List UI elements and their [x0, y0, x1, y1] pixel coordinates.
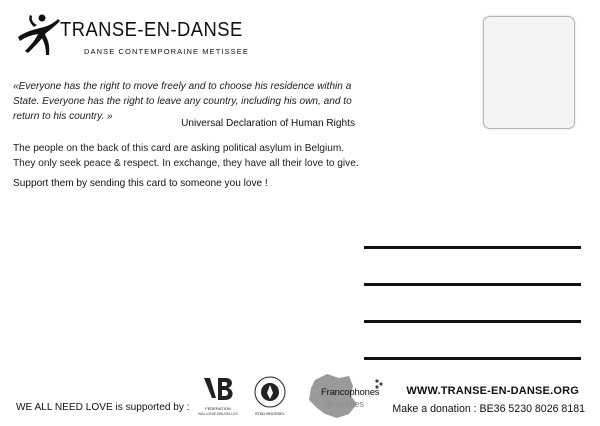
donation-iban: Make a donation : BE36 5230 8026 8181 [392, 403, 585, 415]
vb-caption-2: WALLONIE-BRUXELLES [198, 412, 238, 416]
human-rights-quote: «Everyone has the right to move freely and to choose his residence within a State. Everyone has the right to leave any country, including his own, and to return to his country. » [13, 81, 352, 122]
federation-wallonie-bruxelles-logo [198, 374, 238, 420]
website-link[interactable]: WWW.TRANSE-EN-DANSE.ORG [406, 385, 579, 397]
quote-source: Universal Declaration of Human Rights [181, 118, 355, 129]
transe-en-danse-logo [14, 13, 254, 61]
address-line-3 [364, 320, 581, 323]
bxl-caption: STAD BRUSSEL [254, 411, 286, 416]
ville-de-bruxelles-logo [253, 375, 287, 421]
address-line-4 [364, 357, 581, 360]
logo-name: TRANSE-EN-DANSE [60, 19, 243, 41]
region-name: Francophones [321, 387, 380, 398]
address-line-1 [364, 246, 581, 249]
region-city: Bruxelles [327, 399, 365, 409]
vb-caption: FEDERATION [205, 406, 231, 411]
stamp-box [483, 16, 575, 129]
call-to-action: Support them by sending this card to someone you love ! [13, 178, 268, 189]
logo-tagline: DANSE CONTEMPORAINE METISSEE [84, 47, 249, 56]
address-line-2 [364, 283, 581, 286]
supported-by-label: WE ALL NEED LOVE is supported by : [16, 402, 190, 413]
asylum-message: The people on the back of this card are asking political asylum in Belgium. They only seek peace & respect. In exchange, they have all their love to give. [13, 143, 359, 169]
